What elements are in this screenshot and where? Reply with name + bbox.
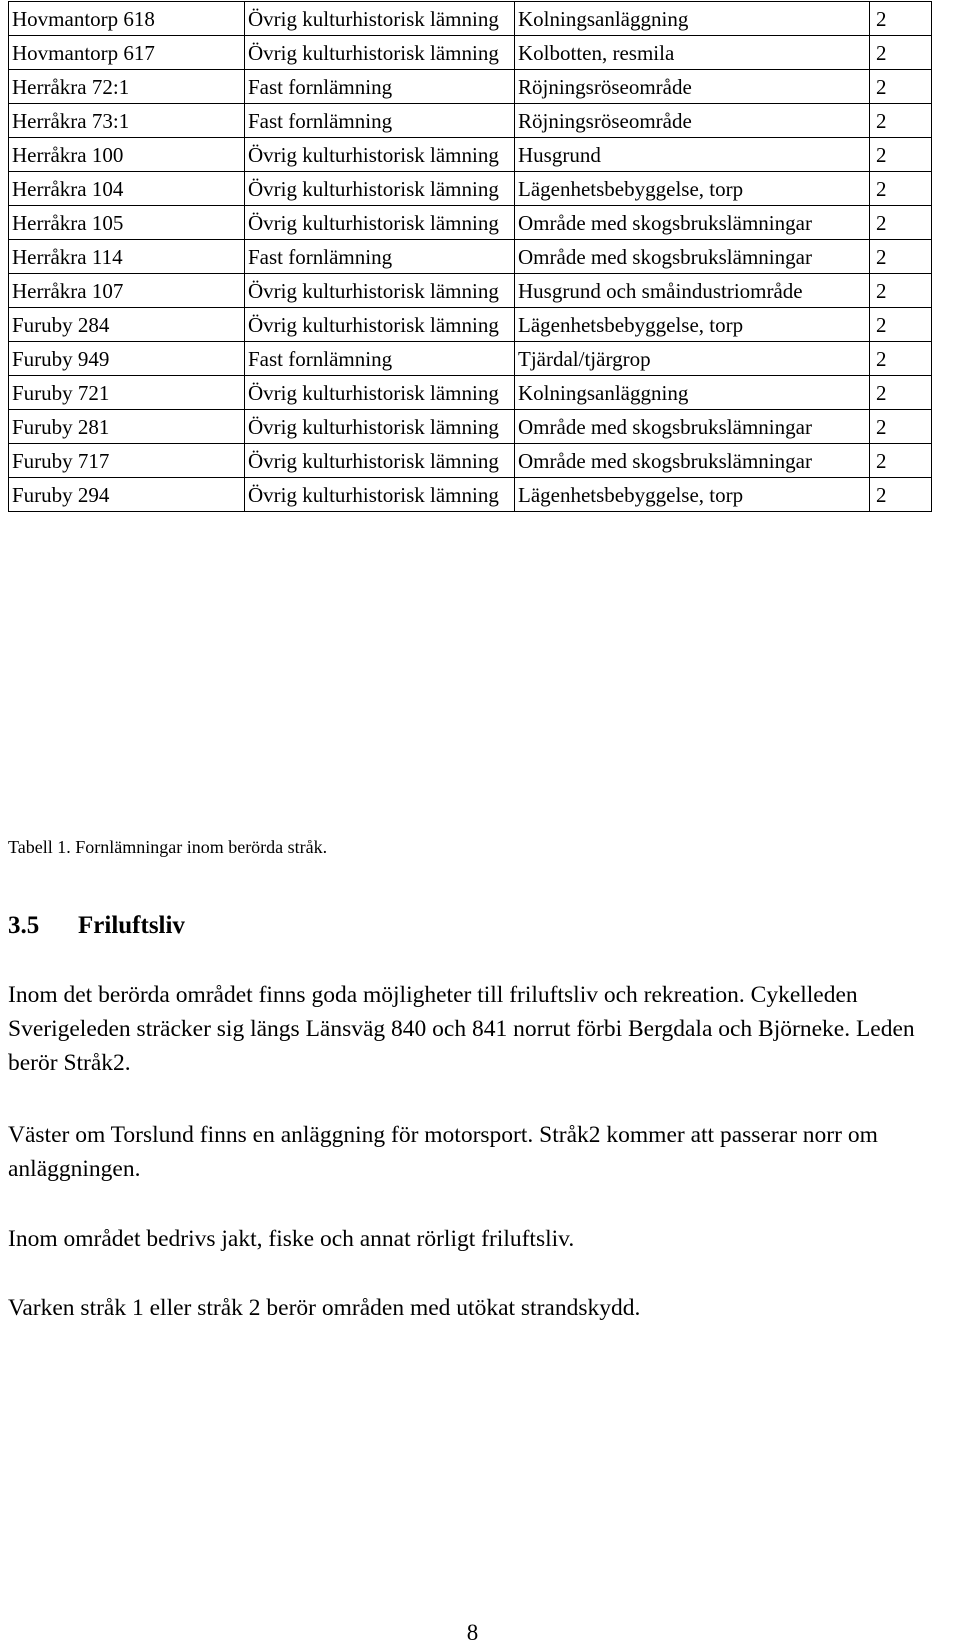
cell-name: Herråkra 107 — [9, 274, 245, 308]
cell-category: Övrig kulturhistorisk lämning — [245, 206, 515, 240]
cell-name: Hovmantorp 617 — [9, 36, 245, 70]
table-row — [9, 172, 932, 206]
cell-name: Herråkra 105 — [9, 206, 245, 240]
cell-name: Herråkra 73:1 — [9, 104, 245, 138]
cell-category: Övrig kulturhistorisk lämning — [245, 36, 515, 70]
cell-name: Furuby 284 — [9, 308, 245, 342]
cell-category: Fast fornlämning — [245, 240, 515, 274]
cell-type: Område med skogsbrukslämningar — [515, 240, 870, 274]
cell-value: 2 — [870, 104, 932, 138]
cell-category: Övrig kulturhistorisk lämning — [245, 172, 515, 206]
table-row — [9, 274, 932, 308]
table-row — [9, 240, 932, 274]
cell-type: Lägenhetsbebyggelse, torp — [515, 308, 870, 342]
cell-category: Fast fornlämning — [245, 342, 515, 376]
cell-type: Kolningsanläggning — [515, 2, 870, 36]
cell-name: Furuby 721 — [9, 376, 245, 410]
cell-type: Kolningsanläggning — [515, 376, 870, 410]
cell-type: Tjärdal/tjärgrop — [515, 342, 870, 376]
cell-category: Övrig kulturhistorisk lämning — [245, 376, 515, 410]
cell-category: Fast fornlämning — [245, 70, 515, 104]
fornlamningar-table — [8, 1, 932, 512]
cell-category: Övrig kulturhistorisk lämning — [245, 308, 515, 342]
cell-value: 2 — [870, 342, 932, 376]
paragraph-cycle-route: Inom det berörda området finns goda möjligheter till friluftsliv och rekreation. Cykelleden Sverigeleden sträcker sig längs Länsväg 840 och 841 norrut förbi Bergdala och Björneke. Leden berör Stråk2. — [8, 982, 915, 1076]
cell-name: Herråkra 72:1 — [9, 70, 245, 104]
cell-value: 2 — [870, 36, 932, 70]
cell-name: Furuby 281 — [9, 410, 245, 444]
table-row — [9, 410, 932, 444]
cell-category: Övrig kulturhistorisk lämning — [245, 2, 515, 36]
cell-type: Husgrund — [515, 138, 870, 172]
cell-name: Herråkra 114 — [9, 240, 245, 274]
table-row — [9, 36, 932, 70]
paragraph-outdoor-activities: Inom området bedrivs jakt, fiske och annat rörligt friluftsliv. — [8, 1226, 575, 1252]
cell-type: Röjningsröseområde — [515, 104, 870, 138]
cell-type: Husgrund och småindustriområde — [515, 274, 870, 308]
table-row — [9, 206, 932, 240]
table-row — [9, 376, 932, 410]
cell-type: Lägenhetsbebyggelse, torp — [515, 172, 870, 206]
cell-type: Röjningsröseområde — [515, 70, 870, 104]
section-title: Friluftsliv — [78, 912, 185, 939]
cell-category: Övrig kulturhistorisk lämning — [245, 138, 515, 172]
cell-name: Furuby 717 — [9, 444, 245, 478]
table-row — [9, 70, 932, 104]
cell-value: 2 — [870, 70, 932, 104]
cell-value: 2 — [870, 138, 932, 172]
table-row — [9, 342, 932, 376]
cell-type: Område med skogsbrukslämningar — [515, 410, 870, 444]
section-heading — [8, 912, 185, 940]
cell-type: Lägenhetsbebyggelse, torp — [515, 478, 870, 512]
cell-value: 2 — [870, 206, 932, 240]
cell-category: Övrig kulturhistorisk lämning — [245, 444, 515, 478]
cell-value: 2 — [870, 172, 932, 206]
cell-value: 2 — [870, 376, 932, 410]
cell-value: 2 — [870, 444, 932, 478]
cell-name: Herråkra 100 — [9, 138, 245, 172]
cell-name: Herråkra 104 — [9, 172, 245, 206]
cell-category: Övrig kulturhistorisk lämning — [245, 478, 515, 512]
cell-category: Fast fornlämning — [245, 104, 515, 138]
cell-type: Område med skogsbrukslämningar — [515, 444, 870, 478]
cell-value: 2 — [870, 308, 932, 342]
cell-type: Kolbotten, resmila — [515, 36, 870, 70]
table-row — [9, 478, 932, 512]
cell-value: 2 — [870, 274, 932, 308]
table-caption: Tabell 1. Fornlämningar inom berörda stråk. — [8, 837, 328, 857]
cell-value: 2 — [870, 2, 932, 36]
cell-type: Område med skogsbrukslämningar — [515, 206, 870, 240]
cell-value: 2 — [870, 410, 932, 444]
table-row — [9, 444, 932, 478]
cell-name: Furuby 294 — [9, 478, 245, 512]
cell-value: 2 — [870, 478, 932, 512]
cell-name: Hovmantorp 618 — [9, 2, 245, 36]
paragraph-motorsport: Väster om Torslund finns en anläggning för motorsport. Stråk2 kommer att passerar norr om anläggningen. — [8, 1122, 878, 1182]
section-number: 3.5 — [8, 912, 40, 939]
table-row — [9, 308, 932, 342]
cell-value: 2 — [870, 240, 932, 274]
cell-name: Furuby 949 — [9, 342, 245, 376]
table-row — [9, 2, 932, 36]
table-row — [9, 104, 932, 138]
cell-category: Övrig kulturhistorisk lämning — [245, 274, 515, 308]
table-body — [9, 2, 932, 512]
page-number: 8 — [466, 1620, 479, 1645]
table-row — [9, 138, 932, 172]
cell-category: Övrig kulturhistorisk lämning — [245, 410, 515, 444]
paragraph-shore-protection: Varken stråk 1 eller stråk 2 berör områden med utökat strandskydd. — [8, 1295, 641, 1321]
